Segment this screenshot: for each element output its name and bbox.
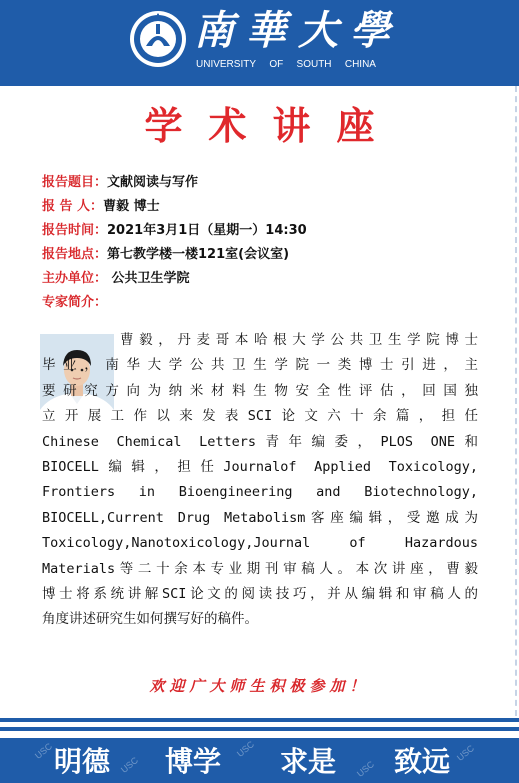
bio-line: Materials等二十余本专业期刊审稿人。本次讲座，曹毅 xyxy=(42,560,478,577)
info-label: 报告时间： xyxy=(42,223,108,238)
info-value: 第七教学楼一楼121室(会议室) xyxy=(107,247,290,262)
motto-word: 博学 xyxy=(165,745,222,778)
bio-line: BIOCELL编辑，担任Journalof Applied Toxicology, xyxy=(42,458,478,475)
bio-line: Chinese Chemical Letters青年编委，PLOS ONE和 xyxy=(42,433,478,450)
university-name-cn: 南華大學 xyxy=(194,7,402,54)
bio-line: 角度讲述研究生如何撰写好的稿件。 xyxy=(42,611,258,628)
usc-watermark: USC xyxy=(355,759,377,779)
usc-watermark: USC xyxy=(33,741,55,761)
poster-title: 学术讲座 xyxy=(144,103,401,148)
bio-line: Toxicology,Nanotoxicology,Journal of Hazardous xyxy=(42,535,478,552)
info-label: 报告题目： xyxy=(42,175,108,190)
info-label: 主办单位： xyxy=(42,271,108,286)
welcome-message: 欢迎广大师生积极参加！ xyxy=(149,677,370,695)
usc-watermark: USC xyxy=(455,743,477,763)
bio-line: 博士将系统讲解SCI论文的阅读技巧，并从编辑和审稿人的 xyxy=(42,585,478,602)
university-name-en xyxy=(196,57,376,71)
motto-word: 求是 xyxy=(280,745,337,778)
bio-line: 要研究方向为纳米材料生物安全性评估，回国独 xyxy=(42,382,478,399)
footer-stripe xyxy=(0,727,519,731)
info-row-location xyxy=(42,243,502,267)
university-emblem-icon xyxy=(129,10,187,68)
intro-label: 专家简介： xyxy=(42,295,108,310)
right-dashed-border xyxy=(515,86,517,716)
lecture-info xyxy=(42,171,502,315)
footer-stripe xyxy=(0,718,519,722)
university-name-en-word: OF xyxy=(269,58,284,70)
info-row-time xyxy=(42,219,502,243)
info-label: 报告地点： xyxy=(42,247,108,262)
info-row-intro xyxy=(42,291,502,315)
info-row-topic xyxy=(42,171,502,195)
bio-line: 毕业，南华大学公共卫生学院一类博士引进，主 xyxy=(42,357,478,374)
university-name-en-word: UNIVERSITY xyxy=(196,58,257,70)
university-name-en-word: SOUTH xyxy=(296,58,332,70)
info-value: 2021年3月1日（星期一）14:30 xyxy=(107,223,307,238)
info-row-speaker xyxy=(42,195,502,219)
footer-banner xyxy=(0,738,519,783)
bio-line: Frontiers in Bioengineering and Biotechnology, xyxy=(42,484,478,501)
usc-watermark: USC xyxy=(235,739,257,759)
info-value: 文献阅读与写作 xyxy=(107,175,199,190)
bio-line: 曹毅，丹麦哥本哈根大学公共卫生学院博士 xyxy=(120,332,478,348)
bio-line: 立开展工作以来发表SCI论文六十余篇，担任 xyxy=(42,408,478,425)
usc-watermark: USC xyxy=(119,755,141,775)
info-value: 曹毅 博士 xyxy=(103,199,160,214)
speaker-bio xyxy=(42,328,478,633)
header-banner xyxy=(0,0,519,86)
university-name-en-word: CHINA xyxy=(344,58,376,70)
motto-word: 致远 xyxy=(394,745,451,778)
info-row-organizer xyxy=(42,267,502,291)
info-value: 公共卫生学院 xyxy=(107,271,190,286)
motto-word: 明德 xyxy=(54,745,111,778)
bio-line: BIOCELL,Current Drug Metabolism客座编辑，受邀成为 xyxy=(42,509,478,526)
info-label: 报 告 人： xyxy=(42,199,104,214)
